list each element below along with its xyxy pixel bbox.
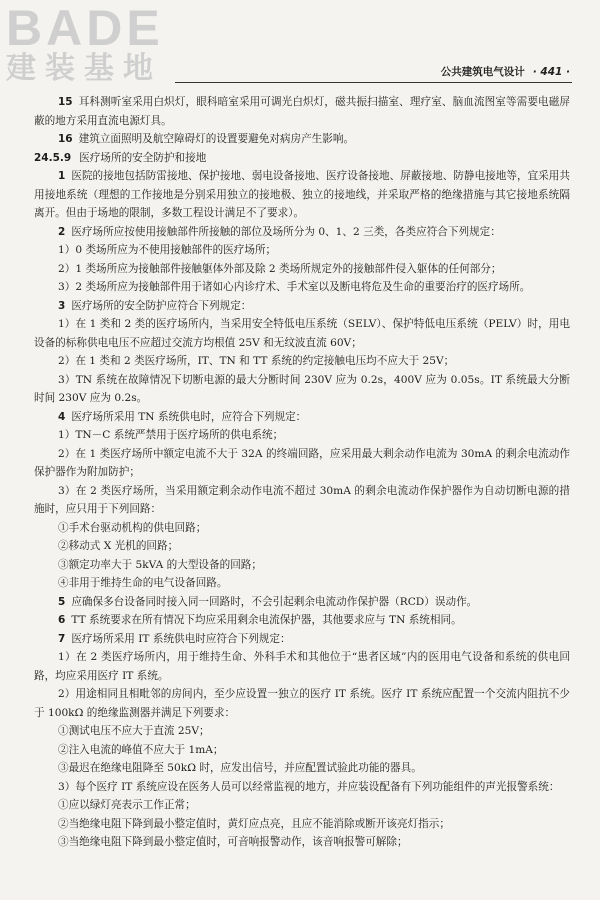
item-text: 医院的接地包括防雷接地、保护接地、弱电设备接地、医疗设备接地、屏蔽接地、防静电接地等，宜采用共用接地系统（理想的工作接地是分别采用独立的接地极、独立的接地线，并采取严格的绝缘措施与其它接地系统隔离开。但由于场地的限制，多数工程设计满足不了要求）。: [34, 170, 570, 219]
list-item: ②注入电流的峰值不应大于 1mA；: [58, 743, 224, 756]
list-item: ③当绝缘电阻下降到最小整定值时，可音响报警动作，该音响报警可解除；: [58, 836, 408, 848]
item-number: 7: [58, 632, 66, 645]
sub-item: 3）2 类场所应为接触部件用于诸如心内诊疗术、手术室以及断电将危及生命的重要治疗的医疗场所。: [58, 281, 531, 293]
item-7: [34, 630, 570, 649]
item-2: [34, 223, 570, 242]
item-text: 建筑立面照明及航空障碍灯的设置要避免对病房产生影响。: [78, 133, 355, 145]
sub-item: 2）在 1 类医疗场所中额定电流不大于 32A 的终端回路，应采用最大剩余动作电流为 30mA 的剩余电流动作保护器作为附加防护；: [34, 447, 570, 478]
header-rule: [175, 82, 572, 83]
section-number: 24.5.9: [34, 151, 72, 164]
page-number: · 441 ·: [532, 66, 570, 78]
sub-item: 1）0 类场所应为不使用接触部件的医疗场所；: [58, 244, 277, 256]
list-item: ①应以绿灯亮表示工作正常；: [58, 799, 196, 811]
item-number: 3: [58, 299, 66, 312]
sub-item: 3）TN 系统在故障情况下切断电源的最大分断时间 230V 应为 0.2s，400V 应为 0.05s。IT 系统最大分断时间 230V 应为 0.2s。: [34, 373, 570, 404]
item-6: [34, 611, 570, 630]
item-15: [34, 93, 570, 130]
list-item: ④非用于维持生命的电气设备回路。: [58, 577, 228, 589]
item-number: 16: [58, 133, 73, 145]
sub-item: 2）用途相同且相毗邻的房间内，至少应设置一独立的医疗 IT 系统。医疗 IT 系统应配置一个交流内阻抗不少于 100kΩ 的绝缘监测器并满足下列要求：: [34, 688, 570, 719]
item-5: [34, 593, 570, 612]
item-text: 耳科测听室采用白炽灯，眼科暗室采用可调光白炽灯，磁共振扫描室、理疗室、脑血流图室等需要电磁屏蔽的地方采用直流电源灯具。: [34, 96, 570, 127]
running-head: [441, 64, 570, 79]
section-title: 医疗场所的安全防护和接地: [79, 151, 207, 164]
section-heading: [34, 149, 570, 168]
list-item: ②移动式 X 光机的回路；: [58, 540, 179, 552]
item-number: 2: [58, 225, 66, 238]
item-number: 6: [58, 614, 66, 626]
logo-subtitle: 建装基地: [6, 51, 162, 86]
sub-item: 2）1 类场所应为接触部件接触躯体外部及除 2 类场所规定外的接触部件侵入躯体的任何部分；: [58, 262, 502, 275]
item-number: 15: [58, 96, 73, 108]
sub-item: 1）在 1 类和 2 类的医疗场所内，当采用安全特低电压系统（SELV）、保护特低电压系统（PELV）时，用电设备的标称供电电压不应超过交流方均根值 25V 和无纹波直流 60V；: [34, 318, 570, 349]
list-item: ①测试电压不应大于直流 25V；: [58, 725, 210, 737]
item-number: 5: [58, 595, 66, 608]
logo-wordmark: BADE: [6, 0, 164, 56]
list-item: ①手术台驱动机构的供电回路；: [58, 521, 207, 534]
item-1: [34, 167, 570, 223]
list-item: ②当绝缘电阻下降到最小整定值时，黄灯应点亮，且应不能消除或断开该亮灯指示；: [58, 817, 450, 830]
item-16: [34, 130, 570, 149]
item-3: [34, 297, 570, 316]
item-4: [34, 408, 570, 427]
list-item: ③额定功率大于 5kVA 的大型设备的回路；: [58, 558, 262, 571]
item-text: TT 系统要求在所有情况下均应采用剩余电流保护器，其他要求应与 TN 系统相同。: [71, 614, 462, 626]
item-number: 4: [58, 410, 66, 423]
sub-item: 1）TN－C 系统严禁用于医疗场所的供电系统；: [58, 429, 284, 441]
sub-item: 3）在 2 类医疗场所，当采用额定剩余动作电流不超过 30mA 的剩余电流动作保护器作为自动切断电源的措施时，应只用于下列回路：: [34, 484, 570, 515]
running-head-title: 公共建筑电气设计: [440, 66, 525, 78]
item-text: 医疗场所采用 TN 系统供电时，应符合下列规定：: [71, 410, 307, 423]
item-text: 医疗场所应按使用接触部件所接触的部位及场所分为 0、1、2 三类，各类应符合下列规定：: [71, 225, 501, 238]
sub-item: 1）在 2 类医疗场所内，用于维持生命、外科手术和其他位于“患者区域”内的医用电气设备和系统的供电回路，均应采用医疗 IT 系统。: [34, 651, 570, 682]
item-text: 应确保多台设备同时接入同一回路时，不会引起剩余电流动作保护器（RCD）误动作。: [71, 595, 478, 608]
publisher-logo: [6, 2, 181, 86]
item-text: 医疗场所的安全防护应符合下列规定：: [71, 299, 252, 312]
body-text: [34, 93, 570, 852]
sub-item: 2）在 1 类和 2 类医疗场所，IT、TN 和 TT 系统的约定接触电压均不应大于 25V；: [58, 355, 455, 367]
item-text: 医疗场所采用 IT 系统供电时应符合下列规定：: [71, 632, 291, 645]
list-item: ③最迟在绝缘电阻降至 50kΩ 时，应发出信号，并应配置试验此功能的器具。: [58, 762, 422, 774]
sub-item: 3）每个医疗 IT 系统应设在医务人员可以经常监视的地方，并应装设配备有下列功能组件的声光报警系统：: [58, 780, 560, 793]
item-number: 1: [58, 170, 66, 182]
